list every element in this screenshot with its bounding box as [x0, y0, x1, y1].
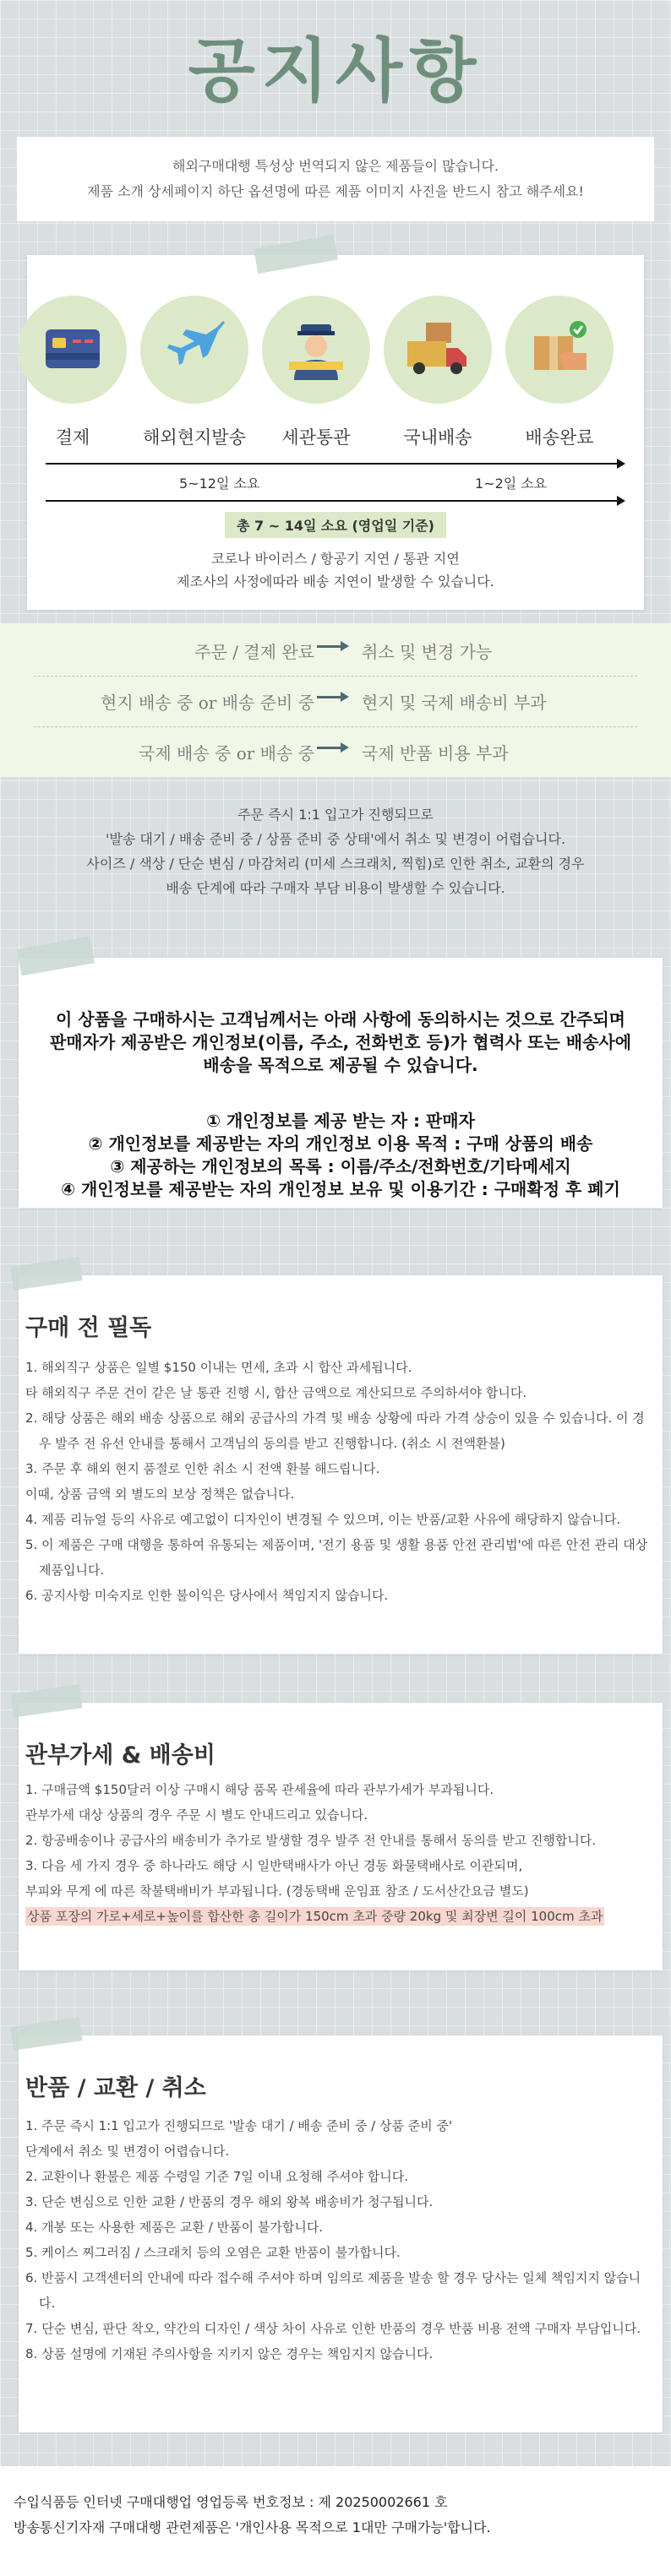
- list-item: 이때, 상품 금액 외 별도의 보상 정책은 없습니다.: [25, 1486, 295, 1502]
- list-item: 2. 항공배송이나 공급사의 배송비가 추가로 발생할 경우 발주 전 안내를 통해서 동의를 받고 진행합니다.: [25, 1833, 597, 1848]
- list-item: [25, 1904, 656, 1929]
- arrow-right-icon: [317, 696, 346, 698]
- delay-note-line: 코로나 바이러스 / 항공기 지연 / 통관 지연: [211, 551, 460, 567]
- before-purchase-list: [25, 1355, 656, 1608]
- privacy-items: [19, 1110, 663, 1201]
- step-label: 배송완료: [525, 427, 594, 448]
- privacy-heading-line: 배송을 목적으로 제공될 수 있습니다.: [203, 1055, 478, 1075]
- list-item: 1. 해외직구 상품은 일별 $150 이내는 면세, 초과 시 합산 과세됩니다.: [25, 1360, 412, 1375]
- section-title: 구매 전 필독: [25, 1315, 152, 1341]
- privacy-item: ① 개인정보를 제공 받는 자 : 판매자: [206, 1111, 475, 1131]
- domestic-duration: 1~2일 소요: [475, 476, 548, 492]
- arrow-right-icon: [317, 747, 346, 749]
- order-status-band: [0, 623, 671, 777]
- tape-decoration: [17, 937, 95, 976]
- tape-decoration: [10, 1684, 82, 1717]
- footer-line: 수입식품등 인터넷 구매대행업 영업등록 번호정보 : 제 20250002661 호: [14, 2494, 448, 2510]
- list-item: 타 해외직구 주문 건이 같은 날 통관 진행 시, 합산 금액으로 계산되므로 주의하셔야 합니다.: [25, 1385, 527, 1400]
- step-label: 결제: [55, 427, 90, 448]
- footer-line: 방송통신기자재 구매대행 관련제품은 '개인사용 목적으로 1대만 구매가능'합니다.: [14, 2519, 491, 2535]
- step-label: 세관통관: [281, 427, 351, 448]
- cancel-note-line: 배송 단계에 따라 구매자 부담 비용이 발생할 수 있습니다.: [166, 880, 505, 896]
- total-duration: 총 7 ~ 14일 소요 (영업일 기준): [225, 512, 446, 538]
- delay-note-line: 제조사의 사정에따라 배송 지연이 발생할 수 있습니다.: [177, 573, 494, 590]
- before-purchase-card: [19, 1275, 663, 1654]
- arrow-right-icon: [317, 645, 346, 648]
- list-item: 6. 공지사항 미숙지로 인한 불이익은 당사에서 책임지지 않습니다.: [25, 1588, 389, 1603]
- total-duration-badge: [27, 512, 644, 538]
- tape-decoration: [10, 2017, 82, 2050]
- step-label: 국내배송: [403, 427, 472, 448]
- status-result: 현지 및 국제 배송비 부과: [362, 693, 547, 713]
- status-condition: 국제 배송 중 or 배송 중: [139, 743, 314, 764]
- process-steps: [27, 296, 644, 448]
- list-item: 3. 주문 후 해외 현지 품절로 인한 취소 시 전액 환불 해드립니다.: [25, 1461, 380, 1476]
- privacy-heading-line: 판매자가 제공받은 개인정보(이름, 주소, 전화번호 등)가 협력사 또는 배송사에: [49, 1032, 632, 1052]
- list-item: 8. 상품 설명에 기재된 주의사항을 지키지 않은 경우는 책임지지 않습니다.: [25, 2346, 434, 2361]
- privacy-consent-card: [19, 958, 663, 1208]
- step-delivered: [505, 296, 614, 449]
- page-title: 공지사항: [188, 31, 483, 111]
- airplane-icon: [140, 296, 248, 404]
- overseas-duration: 5~12일 소요: [179, 476, 260, 492]
- status-row: [0, 674, 671, 725]
- status-row: [0, 725, 671, 775]
- step-label: 해외현지발송: [143, 427, 246, 448]
- privacy-heading: [19, 1008, 663, 1077]
- privacy-item: ③ 제공하는 개인정보의 목록 : 이름/주소/전화번호/기타메세지: [110, 1156, 571, 1177]
- returns-card: [19, 2035, 663, 2432]
- list-item: 6. 반품시 고객센터의 안내에 따라 접수해 주셔야 하며 임의로 제품을 발송 할 경우 당사는 일체 책임지지 않습니다.: [25, 2270, 641, 2311]
- status-condition: 주문 / 결제 완료: [194, 642, 314, 662]
- list-item: 2. 해당 상품은 해외 배송 상품으로 해외 공급사의 가격 및 배송 상황에 따라 가격 상승이 있을 수 있습니다. 이 경우 발주 전 유선 안내를 통해서 고객님의 동의를 받고 진행합니다. (취소 시 전액환불): [25, 1410, 645, 1451]
- list-item: 4. 개봉 또는 사용한 제품은 교환 / 반품이 불가합니다.: [25, 2220, 324, 2235]
- list-item: 2. 교환이나 환불은 제품 수령일 기준 7일 이내 요청해 주셔야 합니다.: [25, 2169, 409, 2184]
- cancel-note-line: '발송 대기 / 배송 준비 중 / 상품 준비 중 상태'에서 취소 및 변경이 어렵습니다.: [105, 831, 566, 847]
- status-result: 국제 반품 비용 부과: [362, 743, 509, 764]
- oversize-highlight: 상품 포장의 가로+세로+높이를 합산한 총 길이가 150cm 초과 중량 20kg 및 최장변 길이 100cm 초과: [27, 1909, 603, 1924]
- package-check-icon: [505, 296, 614, 404]
- notice-box: [17, 137, 654, 221]
- step-domestic-shipping: [383, 296, 493, 449]
- list-item: 부피와 무게 에 따른 착불택배비가 부과됩니다. (경동택배 운임표 참조 / 도서산간요금 별도): [25, 1883, 529, 1899]
- status-result: 취소 및 변경 가능: [362, 642, 493, 662]
- customs-list: [25, 1777, 656, 1929]
- privacy-heading-line: 이 상품을 구매하시는 고객님께서는 아래 사항에 동의하시는 것으로 간주되며: [56, 1009, 625, 1030]
- tape-decoration: [10, 1257, 82, 1290]
- delay-note: [27, 547, 644, 593]
- list-item: 5. 케이스 찌그러짐 / 스크래치 등의 오염은 교환 반품이 불가합니다.: [25, 2245, 401, 2260]
- list-item: 7. 단순 변심, 판단 착오, 약간의 디자인 / 색상 차이 사유로 인한 반품의 경우 반품 비용 전액 구매자 부담입니다.: [25, 2321, 641, 2336]
- tape-decoration: [254, 235, 338, 274]
- list-item: 1. 구매금액 $150달러 이상 구매시 해당 품목 관세율에 따라 관부가세가 부과됩니다.: [25, 1782, 494, 1797]
- cancel-note-line: 주문 즉시 1:1 입고가 진행되므로: [237, 807, 434, 823]
- step-payment: [18, 296, 128, 449]
- timeline-arrow: [46, 463, 624, 465]
- cancel-note: [0, 802, 671, 900]
- section-title: 반품 / 교환 / 취소: [25, 2075, 206, 2101]
- footer: [0, 2466, 671, 2576]
- step-overseas-shipping: [139, 296, 249, 449]
- notice-line: 해외구매대행 특성상 번역되지 않은 제품들이 많습니다.: [172, 158, 499, 174]
- list-item: 3. 단순 변심으로 인한 교환 / 반품의 경우 해외 왕복 배송비가 청구됩니다.: [25, 2194, 434, 2209]
- privacy-item: ④ 개인정보를 제공받는 자의 개인정보 보유 및 이용기간 : 구매확정 후 폐기: [61, 1179, 620, 1199]
- shipping-process-card: [27, 255, 644, 610]
- list-item: 4. 제품 리뉴얼 등의 사유로 예고없이 디자인이 변경될 수 있으며, 이는 반품/교환 사유에 해당하지 않습니다.: [25, 1512, 621, 1527]
- notice-line: 제품 소개 상세페이지 하단 옵션명에 따른 제품 이미지 사진을 반드시 참고 해주세요!: [87, 183, 584, 199]
- status-row: [0, 623, 671, 674]
- step-customs: [261, 296, 371, 449]
- list-item: 관부가세 대상 상품의 경우 주문 시 별도 안내드리고 있습니다.: [25, 1807, 368, 1823]
- timeline-arrow: [46, 500, 624, 502]
- customs-officer-icon: [262, 296, 370, 404]
- privacy-item: ② 개인정보를 제공받는 자의 개인정보 이용 목적 : 구매 상품의 배송: [88, 1133, 593, 1154]
- list-item: 단계에서 취소 및 변경이 어렵습니다.: [25, 2144, 230, 2159]
- status-condition: 현지 배송 중 or 배송 준비 중: [101, 693, 314, 713]
- customs-shipping-card: [19, 1703, 663, 1970]
- credit-card-icon: [19, 296, 127, 404]
- list-item: 5. 이 제품은 구매 대행을 통하여 유통되는 제품이며, '전기 용품 및 생활 용품 안전 관리법'에 따른 안전 관리 대상 제품입니다.: [25, 1537, 648, 1578]
- list-item: 1. 주문 즉시 1:1 입고가 진행되므로 '발송 대기 / 배송 준비 중 / 상품 준비 중': [25, 2118, 453, 2133]
- returns-list: [25, 2113, 656, 2367]
- delivery-truck-icon: [384, 296, 492, 404]
- list-item: 3. 다음 세 가지 경우 중 하나라도 해당 시 일반택배사가 아닌 경동 화물택배사로 이관되며,: [25, 1858, 523, 1873]
- cancel-note-line: 사이즈 / 색상 / 단순 변심 / 마감처리 (미세 스크래치, 찍힘)로 인한 취소, 교환의 경우: [86, 856, 585, 872]
- section-title: 관부가세 & 배송비: [25, 1742, 215, 1769]
